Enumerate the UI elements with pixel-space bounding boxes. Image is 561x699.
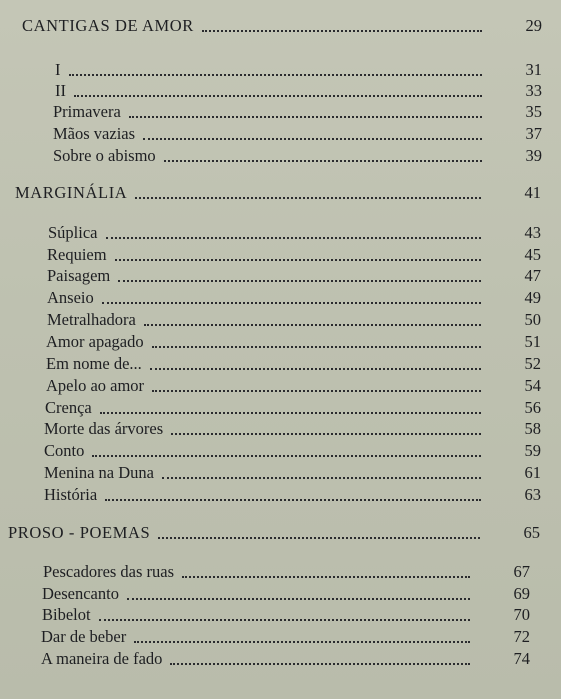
- entry-title: Conto: [44, 441, 85, 460]
- page-number: 67: [513, 562, 530, 581]
- dot-leader: [92, 455, 481, 457]
- toc-entry[interactable]: [46, 334, 541, 351]
- toc-entry[interactable]: [44, 421, 541, 438]
- dot-leader: [99, 619, 470, 621]
- section-title: CANTIGAS DE AMOR: [22, 16, 194, 35]
- dot-leader: [74, 95, 482, 97]
- entry-title: A maneira de fado: [41, 649, 163, 668]
- toc-entry[interactable]: [53, 104, 542, 121]
- page-number: 69: [513, 584, 530, 603]
- page-number: 35: [525, 102, 542, 121]
- entry-title: Anseio: [47, 288, 94, 307]
- entry-title: Apelo ao amor: [46, 376, 145, 395]
- dot-leader: [105, 499, 481, 501]
- dot-leader: [106, 237, 482, 239]
- entry-title: Desencanto: [42, 584, 119, 603]
- entry-title: Primavera: [53, 102, 121, 121]
- dot-leader: [135, 197, 481, 199]
- entry-title: Menina na Duna: [44, 463, 154, 482]
- toc-entry[interactable]: [42, 607, 530, 624]
- toc-entry[interactable]: [46, 356, 541, 373]
- page-number: 31: [525, 60, 542, 79]
- toc-entry[interactable]: [43, 564, 530, 581]
- toc-entry[interactable]: [55, 62, 542, 79]
- page-number: 39: [525, 146, 542, 165]
- dot-leader: [152, 390, 481, 392]
- entry-title: Em nome de...: [46, 354, 142, 373]
- toc-section-marginalia[interactable]: [15, 185, 541, 202]
- dot-leader: [182, 576, 470, 578]
- page-number: 50: [524, 310, 541, 329]
- section-title: MARGINÁLIA: [15, 183, 128, 202]
- dot-leader: [143, 138, 482, 140]
- toc-entry[interactable]: [55, 83, 542, 100]
- dot-leader: [162, 477, 481, 479]
- toc-entry[interactable]: [44, 465, 541, 482]
- dot-leader: [152, 346, 481, 348]
- toc-entry[interactable]: [47, 290, 541, 307]
- page-number: 47: [524, 266, 541, 285]
- page-number: 56: [524, 398, 541, 417]
- page-number: 61: [524, 463, 541, 482]
- dot-leader: [115, 259, 481, 261]
- entry-title: Bibelot: [42, 605, 91, 624]
- toc-section-proso-poemas[interactable]: [8, 525, 540, 542]
- toc-entry[interactable]: [44, 487, 541, 504]
- entry-title: Dar de beber: [41, 627, 127, 646]
- page-number: 41: [524, 183, 541, 202]
- page-number: 65: [523, 523, 540, 542]
- dot-leader: [170, 663, 470, 665]
- page-number: 37: [525, 124, 542, 143]
- dot-leader: [69, 74, 483, 76]
- page-number: 45: [524, 245, 541, 264]
- toc-entry[interactable]: [44, 443, 541, 460]
- page-number: 52: [524, 354, 541, 373]
- page-number: 63: [524, 485, 541, 504]
- toc-section-cantigas[interactable]: [22, 18, 542, 35]
- dot-leader: [100, 412, 481, 414]
- dot-leader: [144, 324, 481, 326]
- toc-entry[interactable]: [53, 148, 542, 165]
- page-number: 72: [513, 627, 530, 646]
- section-title: PROSO - POEMAS: [8, 523, 151, 542]
- page-number: 43: [524, 223, 541, 242]
- dot-leader: [134, 641, 470, 643]
- entry-title: Paisagem: [47, 266, 111, 285]
- dot-leader: [102, 302, 481, 304]
- dot-leader: [150, 368, 481, 370]
- dot-leader: [158, 537, 480, 539]
- entry-title: II: [55, 81, 66, 100]
- entry-title: Mãos vazias: [53, 124, 136, 143]
- page-number: 54: [524, 376, 541, 395]
- dot-leader: [118, 280, 481, 282]
- page-number: 29: [525, 16, 542, 35]
- page-number: 74: [513, 649, 530, 668]
- toc-entry[interactable]: [46, 378, 541, 395]
- entry-title: Morte das árvores: [44, 419, 164, 438]
- page-number: 59: [524, 441, 541, 460]
- toc-entry[interactable]: [45, 400, 541, 417]
- toc-entry[interactable]: [47, 247, 541, 264]
- dot-leader: [129, 116, 482, 118]
- entry-title: Súplica: [48, 223, 98, 242]
- toc-entry[interactable]: [48, 225, 541, 242]
- page-number: 33: [525, 81, 542, 100]
- page-number: 70: [513, 605, 530, 624]
- dot-leader: [164, 160, 482, 162]
- dot-leader: [171, 433, 481, 435]
- page-number: 51: [524, 332, 541, 351]
- page-number: 58: [524, 419, 541, 438]
- entry-title: Crença: [45, 398, 92, 417]
- dot-leader: [127, 598, 470, 600]
- entry-title: História: [44, 485, 98, 504]
- entry-title: Metralhadora: [47, 310, 136, 329]
- entry-title: Pescadores das ruas: [43, 562, 175, 581]
- entry-title: Sobre o abismo: [53, 146, 156, 165]
- entry-title: Amor apagado: [46, 332, 144, 351]
- entry-title: Requiem: [47, 245, 107, 264]
- toc-entry[interactable]: [42, 586, 530, 603]
- toc-entry[interactable]: [53, 126, 542, 143]
- dot-leader: [202, 30, 482, 32]
- toc-entry[interactable]: [41, 651, 530, 668]
- toc-entry[interactable]: [41, 629, 530, 646]
- toc-entry[interactable]: [47, 312, 541, 329]
- page-number: 49: [524, 288, 541, 307]
- toc-entry[interactable]: [47, 268, 541, 285]
- entry-title: I: [55, 60, 61, 79]
